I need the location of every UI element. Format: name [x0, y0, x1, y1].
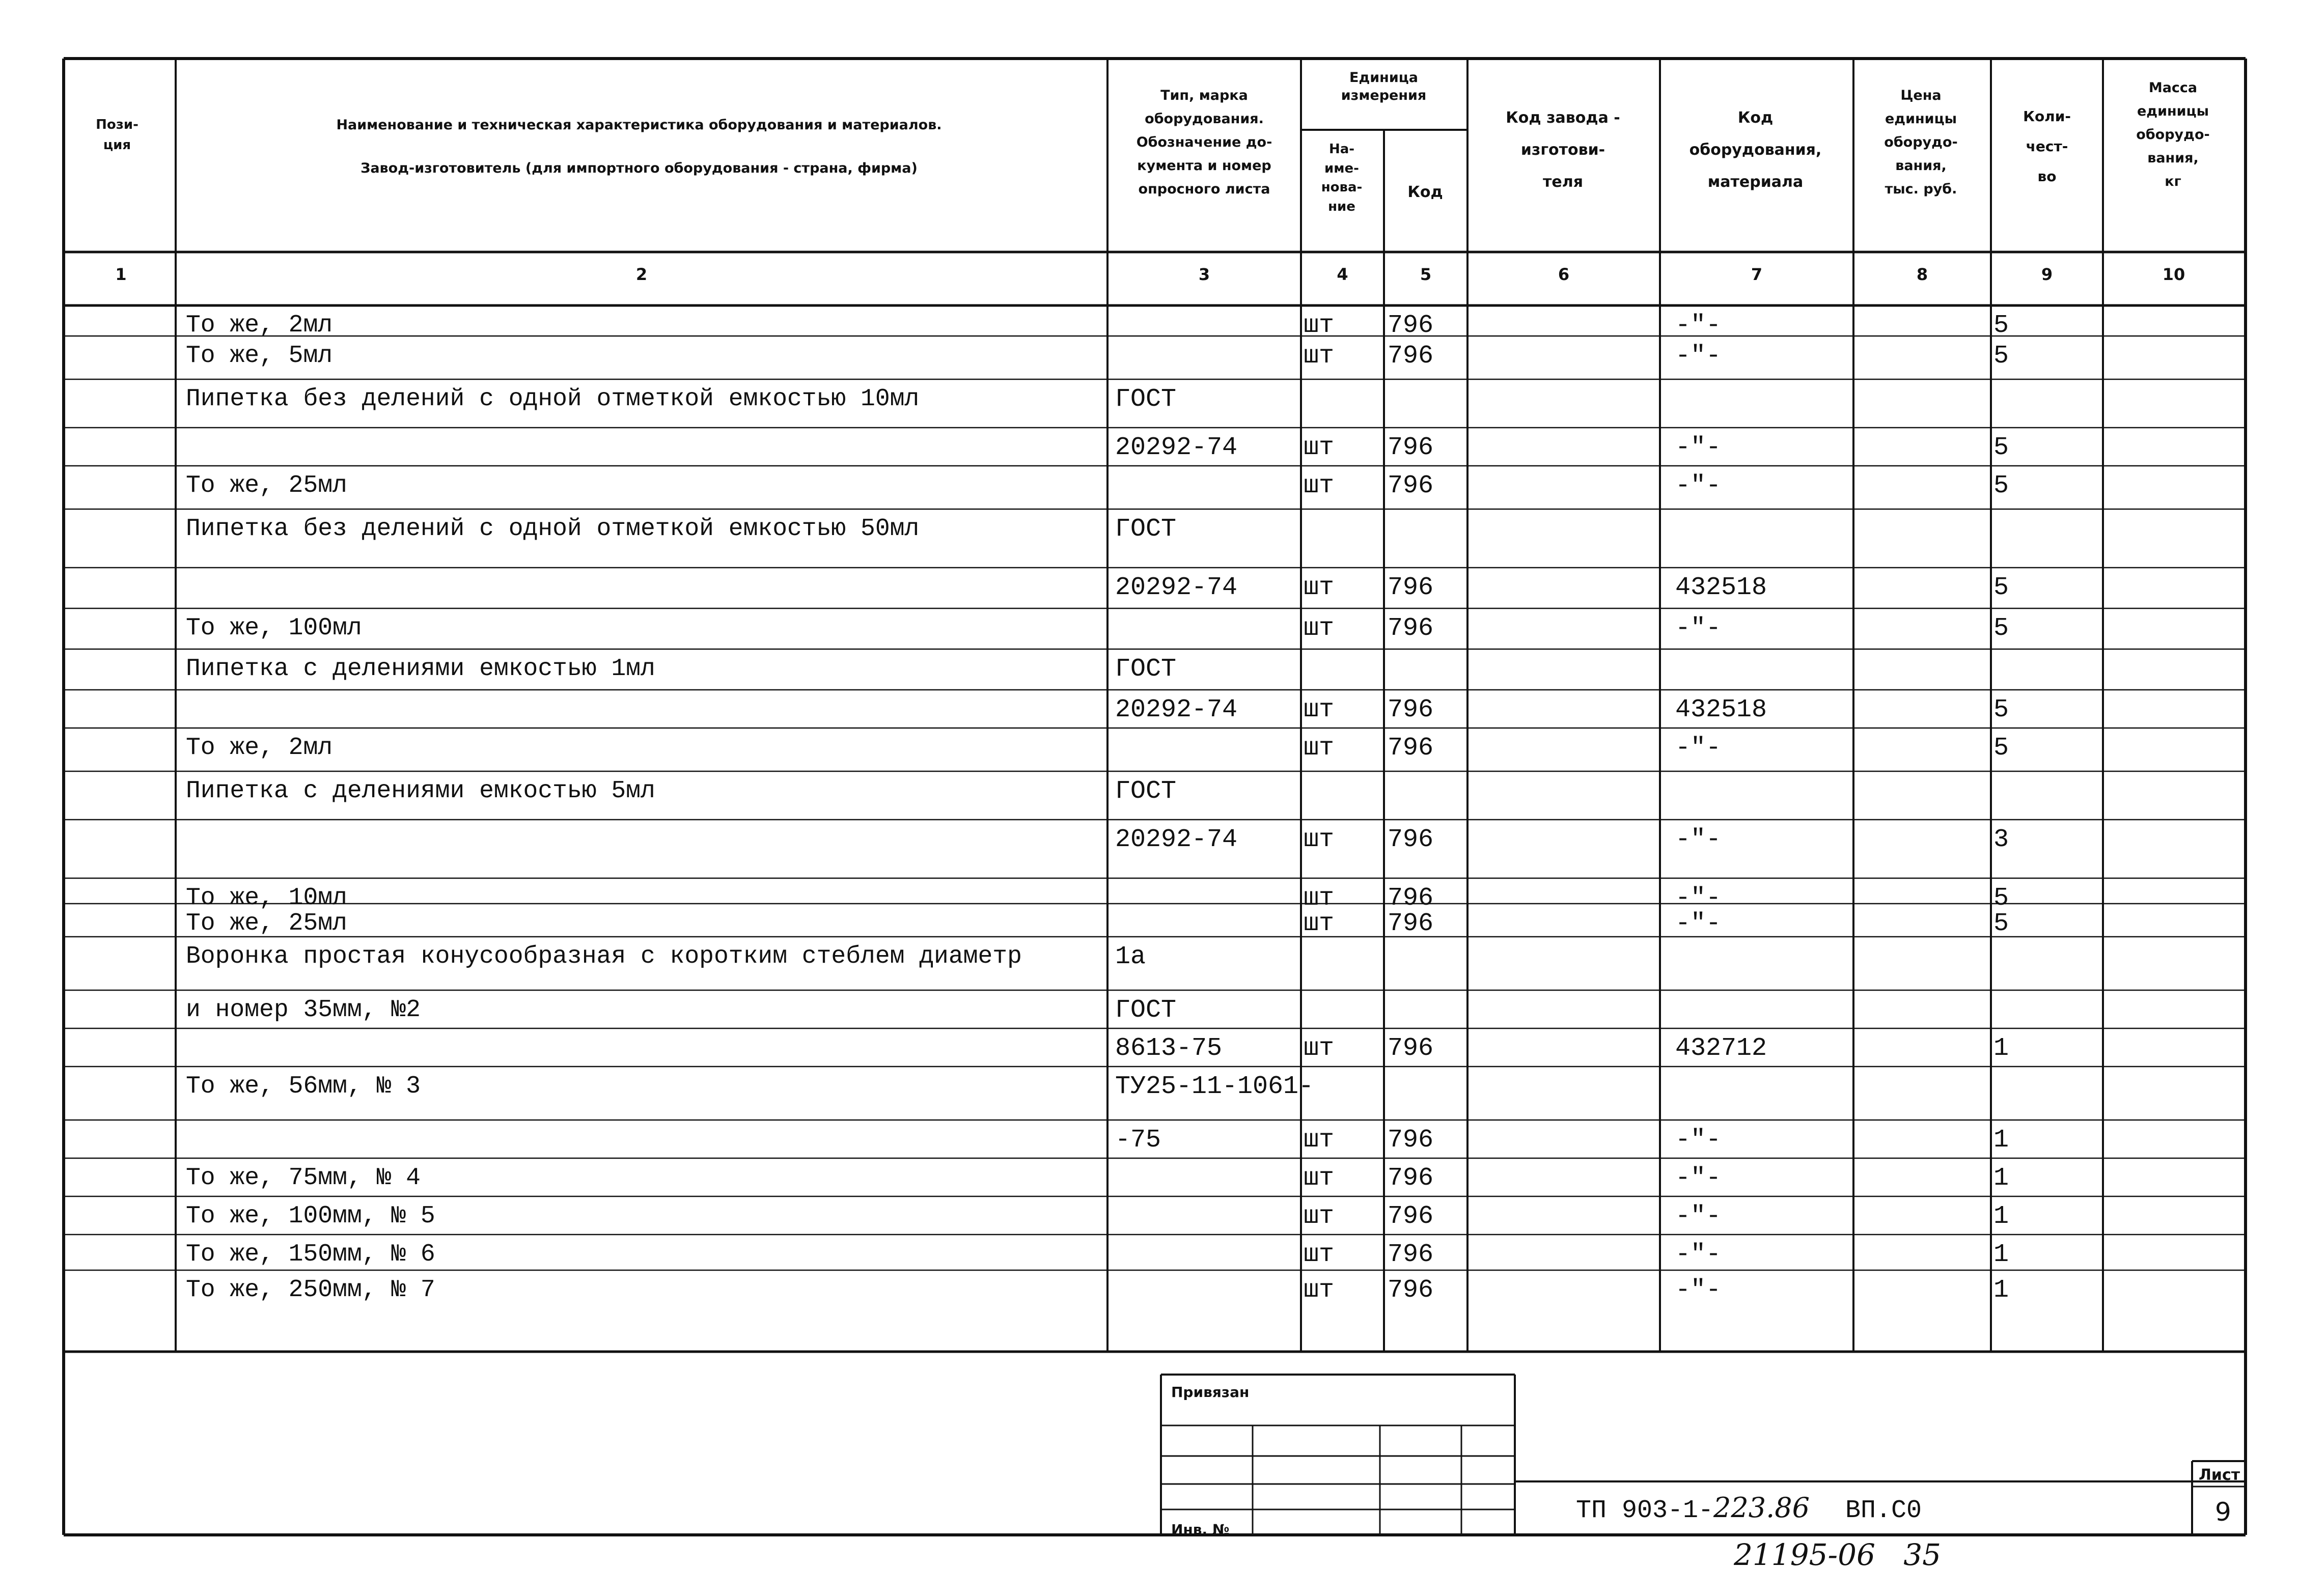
item-material-code: -"-	[1675, 1240, 1722, 1269]
item-unit: шт	[1304, 909, 1335, 938]
item-unit: шт	[1304, 695, 1335, 724]
item-name: То же, 2мл	[186, 734, 333, 762]
item-unit: шт	[1304, 433, 1335, 462]
item-unit-code: 796	[1388, 1240, 1434, 1269]
column-number: 4	[1337, 265, 1348, 284]
item-unit: шт	[1304, 342, 1335, 371]
column-number: 5	[1420, 265, 1432, 284]
item-name: То же, 100мм, № 5	[186, 1202, 435, 1230]
item-name: Пипетка с делениями емкостью 5мл	[186, 777, 655, 805]
item-material-code: -"-	[1675, 433, 1722, 462]
item-quantity: 5	[1993, 884, 2009, 913]
item-name: То же, 5мл	[186, 342, 333, 370]
item-unit: шт	[1304, 1034, 1335, 1063]
column-number: 1	[115, 265, 127, 284]
item-quantity: 1	[1993, 1202, 2009, 1231]
item-unit-code: 796	[1388, 1202, 1434, 1231]
item-document: 20292-74	[1115, 695, 1238, 724]
item-material-code: -"-	[1675, 614, 1722, 643]
item-quantity: 5	[1993, 433, 2009, 462]
item-document: ТУ25-11-1061-	[1115, 1072, 1314, 1101]
item-material-code: 432518	[1675, 573, 1767, 602]
item-name: То же, 100мл	[186, 614, 362, 642]
item-unit-code: 796	[1388, 433, 1434, 462]
item-unit: шт	[1304, 471, 1335, 500]
sheet-number: 9	[2215, 1497, 2231, 1527]
item-quantity: 1	[1993, 1126, 2009, 1155]
column-number: 6	[1558, 265, 1570, 284]
header-unit-name: На- име- нова- ние	[1321, 142, 1363, 215]
item-name: То же, 75мм, № 4	[186, 1164, 421, 1192]
item-quantity: 5	[1993, 471, 2009, 500]
item-name: То же, 10мл	[186, 884, 347, 912]
item-unit: шт	[1304, 825, 1335, 854]
column-number: 9	[2041, 265, 2053, 284]
item-document: 8613-75	[1115, 1034, 1223, 1063]
item-quantity: 5	[1993, 342, 2009, 371]
item-material-code: -"-	[1675, 471, 1722, 500]
item-unit-code: 796	[1388, 311, 1434, 340]
header-name-line2: Завод-изготовитель (для импортного оборудования - страна, фирма)	[361, 160, 918, 176]
item-quantity: 1	[1993, 1034, 2009, 1063]
doc-code-suffix: ВП.С0	[1845, 1496, 1922, 1525]
item-material-code: 432518	[1675, 695, 1767, 724]
item-quantity: 3	[1993, 825, 2009, 854]
item-unit-code: 796	[1388, 342, 1434, 371]
item-unit: шт	[1304, 734, 1335, 763]
item-name: Пипетка без делений с одной отметкой емкостью 10мл	[186, 385, 920, 413]
item-unit: шт	[1304, 1276, 1335, 1305]
item-quantity: 5	[1993, 734, 2009, 763]
item-document: ГОСТ	[1115, 655, 1177, 684]
sheet-label: Лист	[2199, 1466, 2240, 1484]
item-unit-code: 796	[1388, 1126, 1434, 1155]
item-name: То же, 25мл	[186, 910, 347, 937]
item-unit: шт	[1304, 1164, 1335, 1193]
item-unit-code: 796	[1388, 734, 1434, 763]
header-name-line1: Наименование и техническая характеристика оборудования и материалов.	[336, 117, 942, 133]
item-quantity: 1	[1993, 1276, 2009, 1305]
item-document: -75	[1115, 1126, 1161, 1155]
header-type-doc: Тип, марка оборудования. Обозначение до- кумента и номер опросного листа	[1136, 88, 1272, 197]
item-name: Пипетка без делений с одной отметкой емкостью 50мл	[186, 515, 920, 543]
column-number: 7	[1751, 265, 1763, 284]
item-document: ГОСТ	[1115, 996, 1177, 1025]
item-name: Пипетка с делениями емкостью 1мл	[186, 655, 655, 683]
item-material-code: -"-	[1675, 825, 1722, 854]
item-name: То же, 25мл	[186, 472, 347, 499]
item-material-code: -"-	[1675, 1126, 1722, 1155]
item-material-code: -"-	[1675, 909, 1722, 938]
item-document: ГОСТ	[1115, 777, 1177, 806]
item-unit: шт	[1304, 573, 1335, 602]
header-price: Цена единицы оборудо- вания, тыс. руб.	[1884, 88, 1958, 197]
item-document: 20292-74	[1115, 825, 1238, 854]
item-unit-code: 796	[1388, 1276, 1434, 1305]
item-name: и номер 35мм, №2	[186, 996, 421, 1024]
item-unit-code: 796	[1388, 825, 1434, 854]
column-number: 8	[1916, 265, 1928, 284]
item-material-code: -"-	[1675, 734, 1722, 763]
item-material-code: -"-	[1675, 311, 1722, 340]
item-unit-code: 796	[1388, 1034, 1434, 1063]
item-unit-code: 796	[1388, 1164, 1434, 1193]
header-mass: Масса единицы оборудо- вания, кг	[2136, 80, 2210, 189]
item-material-code: -"-	[1675, 1164, 1722, 1193]
item-unit: шт	[1304, 1202, 1335, 1231]
item-name: То же, 150мм, № 6	[186, 1241, 435, 1268]
column-number: 10	[2162, 265, 2185, 284]
item-unit-code: 796	[1388, 884, 1434, 913]
item-material-code: -"-	[1675, 1276, 1722, 1305]
item-quantity: 5	[1993, 614, 2009, 643]
item-document: 20292-74	[1115, 573, 1238, 602]
item-document: 20292-74	[1115, 433, 1238, 462]
handwritten-archive-number: 21195-06 35	[1734, 1537, 1942, 1572]
item-quantity: 5	[1993, 573, 2009, 602]
item-unit-code: 796	[1388, 471, 1434, 500]
doc-code-handwritten: 223.86	[1713, 1492, 1810, 1524]
item-name: Воронка простая конусообразная с коротким стеблем диаметр	[186, 943, 1022, 970]
item-name: То же, 250мм, № 7	[186, 1276, 435, 1304]
stamp-doc-code	[1576, 1492, 1922, 1524]
item-quantity: 1	[1993, 1240, 2009, 1269]
item-unit-code: 796	[1388, 695, 1434, 724]
header-factory-code: Код завода - изготови- теля	[1506, 109, 1620, 191]
item-unit: шт	[1304, 614, 1335, 643]
item-name: То же, 56мм, № 3	[186, 1073, 421, 1100]
item-quantity: 5	[1993, 909, 2009, 938]
doc-code-prefix: ТП 903-1-	[1576, 1496, 1714, 1525]
item-document: 1а	[1115, 942, 1146, 971]
item-unit-code: 796	[1388, 614, 1434, 643]
item-document: ГОСТ	[1115, 515, 1177, 544]
stamp-inv: Инв. №	[1171, 1521, 1230, 1538]
header-quantity: Коли- чест- во	[2023, 108, 2071, 185]
item-material-code: 432712	[1675, 1034, 1767, 1063]
item-unit-code: 796	[1388, 909, 1434, 938]
stamp-privyazan: Привязан	[1171, 1384, 1250, 1401]
item-material-code: -"-	[1675, 342, 1722, 371]
item-material-code: -"-	[1675, 884, 1722, 913]
item-name: То же, 2мл	[186, 312, 333, 339]
column-number: 3	[1198, 265, 1210, 284]
item-unit: шт	[1304, 1240, 1335, 1269]
header-unit: Единица измерения	[1341, 70, 1427, 104]
item-unit-code: 796	[1388, 573, 1434, 602]
item-unit: шт	[1304, 311, 1335, 340]
item-document: ГОСТ	[1115, 385, 1177, 414]
header-position: Пози- ция	[96, 117, 139, 153]
header-material-code: Код оборудования, материала	[1689, 109, 1822, 191]
item-quantity: 5	[1993, 695, 2009, 724]
item-material-code: -"-	[1675, 1202, 1722, 1231]
item-quantity: 5	[1993, 311, 2009, 340]
item-quantity: 1	[1993, 1164, 2009, 1193]
item-unit: шт	[1304, 1126, 1335, 1155]
item-unit: шт	[1304, 884, 1335, 913]
column-number: 2	[635, 265, 648, 284]
header-unit-code: Код	[1407, 183, 1443, 201]
